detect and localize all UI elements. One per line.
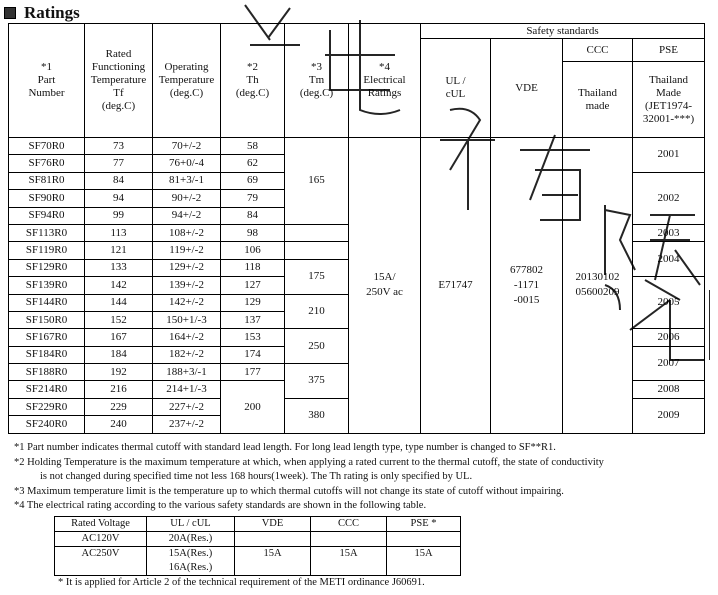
op-cell: 119+/-2	[153, 242, 221, 259]
pse-year-cell: 2003	[633, 224, 705, 241]
ratings-table	[8, 23, 705, 434]
note-2: *2 Holding Temperature is the maximum temperature at which, when applying a rated current to the thermal cutoff, the state of conductivity	[14, 456, 604, 468]
heading-square-icon	[4, 7, 16, 19]
tf-cell: 192	[85, 364, 153, 381]
part-cell: SF184R0	[9, 346, 85, 363]
tf-cell: 94	[85, 190, 153, 207]
part-cell: SF94R0	[9, 207, 85, 224]
op-cell: 188+3/-1	[153, 364, 221, 381]
th-cell: 118	[221, 259, 285, 276]
tf-cell: 152	[85, 311, 153, 328]
electrical-cell: 15A/ 250V ac	[349, 138, 421, 434]
op-cell: 139+/-2	[153, 277, 221, 294]
part-cell: SF240R0	[9, 416, 85, 433]
tf-cell: 99	[85, 207, 153, 224]
elec-pse-cell	[387, 532, 461, 547]
elec-ul-cell: 15A(Res.) 16A(Res.)	[147, 547, 235, 576]
header-safety-standards: Safety standards	[421, 24, 705, 39]
op-cell: 90+/-2	[153, 190, 221, 207]
part-cell: SF188R0	[9, 364, 85, 381]
tf-cell: 113	[85, 224, 153, 241]
pse-year-cell: 2001	[633, 138, 705, 173]
part-cell: SF81R0	[9, 172, 85, 189]
elec-row-ac250	[55, 547, 461, 576]
pse-year-cell: 2005	[633, 277, 705, 329]
th-cell: 127	[221, 277, 285, 294]
tm-cell: 210	[285, 294, 349, 329]
note-4: *4 The electrical rating according to the various safety standards are shown in the following table.	[14, 500, 427, 511]
tf-cell: 240	[85, 416, 153, 433]
part-cell: SF113R0	[9, 224, 85, 241]
tf-cell: 144	[85, 294, 153, 311]
op-cell: 76+0/-4	[153, 155, 221, 172]
tf-cell: 167	[85, 329, 153, 346]
elec-row-ac120	[55, 532, 461, 547]
op-cell: 182+/-2	[153, 346, 221, 363]
elec-ul-cell: 20A(Res.)	[147, 532, 235, 547]
tm-cell: 380	[285, 398, 349, 433]
th-cell: 69	[221, 172, 285, 189]
th-cell: 153	[221, 329, 285, 346]
section-title: Ratings	[24, 3, 80, 22]
th-cell: 129	[221, 294, 285, 311]
part-cell: SF214R0	[9, 381, 85, 398]
op-cell: 214+1/-3	[153, 381, 221, 398]
header-ul: UL / cUL	[421, 39, 491, 138]
part-cell: SF90R0	[9, 190, 85, 207]
part-cell: SF129R0	[9, 259, 85, 276]
header-electrical: *4 Electrical Ratings	[349, 24, 421, 138]
tm-cell: 165	[285, 138, 349, 225]
header-operating-temp: Operating Temperature (deg.C)	[153, 24, 221, 138]
elec-ccc-cell	[311, 532, 387, 547]
table-row	[9, 138, 705, 155]
pse-footnote: * It is applied for Article 2 of the technical requirement of the METI ordinance J60691.	[58, 577, 425, 588]
watermark-text: 兴 电 子 有 限 公 司	[150, 0, 159, 1]
th-cell: 174	[221, 346, 285, 363]
th-cell: 106	[221, 242, 285, 259]
elec-header-pse: PSE *	[387, 517, 461, 532]
part-cell: SF76R0	[9, 155, 85, 172]
tf-cell: 84	[85, 172, 153, 189]
tm-cell: 175	[285, 259, 349, 294]
op-cell: 70+/-2	[153, 138, 221, 155]
tf-cell: 77	[85, 155, 153, 172]
part-cell: SF119R0	[9, 242, 85, 259]
header-holding-temp: *2 Th (deg.C)	[221, 24, 285, 138]
vde-cell: 677802 -1171 -0015	[491, 138, 563, 434]
note-1: *1 Part number indicates thermal cutoff with standard lead length. For long lead length type, type number is changed to SF**R1.	[14, 442, 556, 453]
header-vde: VDE	[491, 39, 563, 138]
pse-year-cell: 2009	[633, 398, 705, 433]
tm-cell-spacer	[285, 242, 349, 259]
th-cell: 98	[221, 224, 285, 241]
elec-vde-cell: 15A	[235, 547, 311, 576]
op-cell: 227+/-2	[153, 398, 221, 415]
part-cell: SF144R0	[9, 294, 85, 311]
op-cell: 108+/-2	[153, 224, 221, 241]
note-3: *3 Maximum temperature limit is the temperature up to which thermal cutoffs will not change its state of cutoff without impairing.	[14, 485, 564, 497]
tm-cell: 250	[285, 329, 349, 364]
tf-cell: 73	[85, 138, 153, 155]
header-part-number: *1 Part Number	[9, 24, 85, 138]
pse-year-cell: 2004	[633, 242, 705, 277]
th-cell: 62	[221, 155, 285, 172]
tf-cell: 184	[85, 346, 153, 363]
header-ccc-sub: Thailand made	[563, 62, 633, 138]
tf-cell: 229	[85, 398, 153, 415]
tm-cell	[285, 224, 349, 241]
note-2-continued: is not changed during specified time not less 168 hours(1week). The Th rating is only specified by UL.	[40, 471, 473, 482]
op-cell: 129+/-2	[153, 259, 221, 276]
header-pse: PSE	[633, 39, 705, 62]
ul-cell: E71747	[421, 138, 491, 434]
pse-year-cell: 2002	[633, 172, 705, 224]
header-ccc: CCC	[563, 39, 633, 62]
op-cell: 150+1/-3	[153, 311, 221, 328]
op-cell: 81+3/-1	[153, 172, 221, 189]
op-cell: 164+/-2	[153, 329, 221, 346]
op-cell: 237+/-2	[153, 416, 221, 433]
header-pse-sub: Thailand Made (JET1974- 32001-***)	[633, 62, 705, 138]
elec-header-voltage: Rated Voltage	[55, 517, 147, 532]
part-cell: SF139R0	[9, 277, 85, 294]
elec-ccc-cell: 15A	[311, 547, 387, 576]
tf-cell: 121	[85, 242, 153, 259]
part-cell: SF70R0	[9, 138, 85, 155]
elec-header-vde: VDE	[235, 517, 311, 532]
header-rated-temp: Rated Functioning Temperature Tf (deg.C)	[85, 24, 153, 138]
part-cell: SF150R0	[9, 311, 85, 328]
th-merged-cell: 200	[221, 381, 285, 433]
th-cell: 137	[221, 311, 285, 328]
pse-year-cell: 2007	[633, 346, 705, 381]
th-cell: 84	[221, 207, 285, 224]
pse-year-cell: 2008	[633, 381, 705, 398]
th-cell: 79	[221, 190, 285, 207]
footnotes	[14, 441, 714, 514]
th-cell: 58	[221, 138, 285, 155]
tf-cell: 216	[85, 381, 153, 398]
part-cell: SF167R0	[9, 329, 85, 346]
electrical-rating-table	[54, 516, 461, 576]
elec-voltage-cell: AC120V	[55, 532, 147, 547]
part-cell: SF229R0	[9, 398, 85, 415]
op-cell: 142+/-2	[153, 294, 221, 311]
tm-cell: 375	[285, 364, 349, 399]
pse-year-cell: 2006	[633, 329, 705, 346]
elec-header-row	[55, 517, 461, 532]
section-heading	[4, 3, 80, 23]
tf-cell: 142	[85, 277, 153, 294]
elec-pse-cell: 15A	[387, 547, 461, 576]
elec-vde-cell	[235, 532, 311, 547]
ccc-cell: 20130102 05600209	[563, 138, 633, 434]
elec-header-ul: UL / cUL	[147, 517, 235, 532]
tf-cell: 133	[85, 259, 153, 276]
elec-header-ccc: CCC	[311, 517, 387, 532]
header-max-temp: *3 Tm (deg.C)	[285, 24, 349, 138]
th-cell: 177	[221, 364, 285, 381]
op-cell: 94+/-2	[153, 207, 221, 224]
elec-voltage-cell: AC250V	[55, 547, 147, 576]
